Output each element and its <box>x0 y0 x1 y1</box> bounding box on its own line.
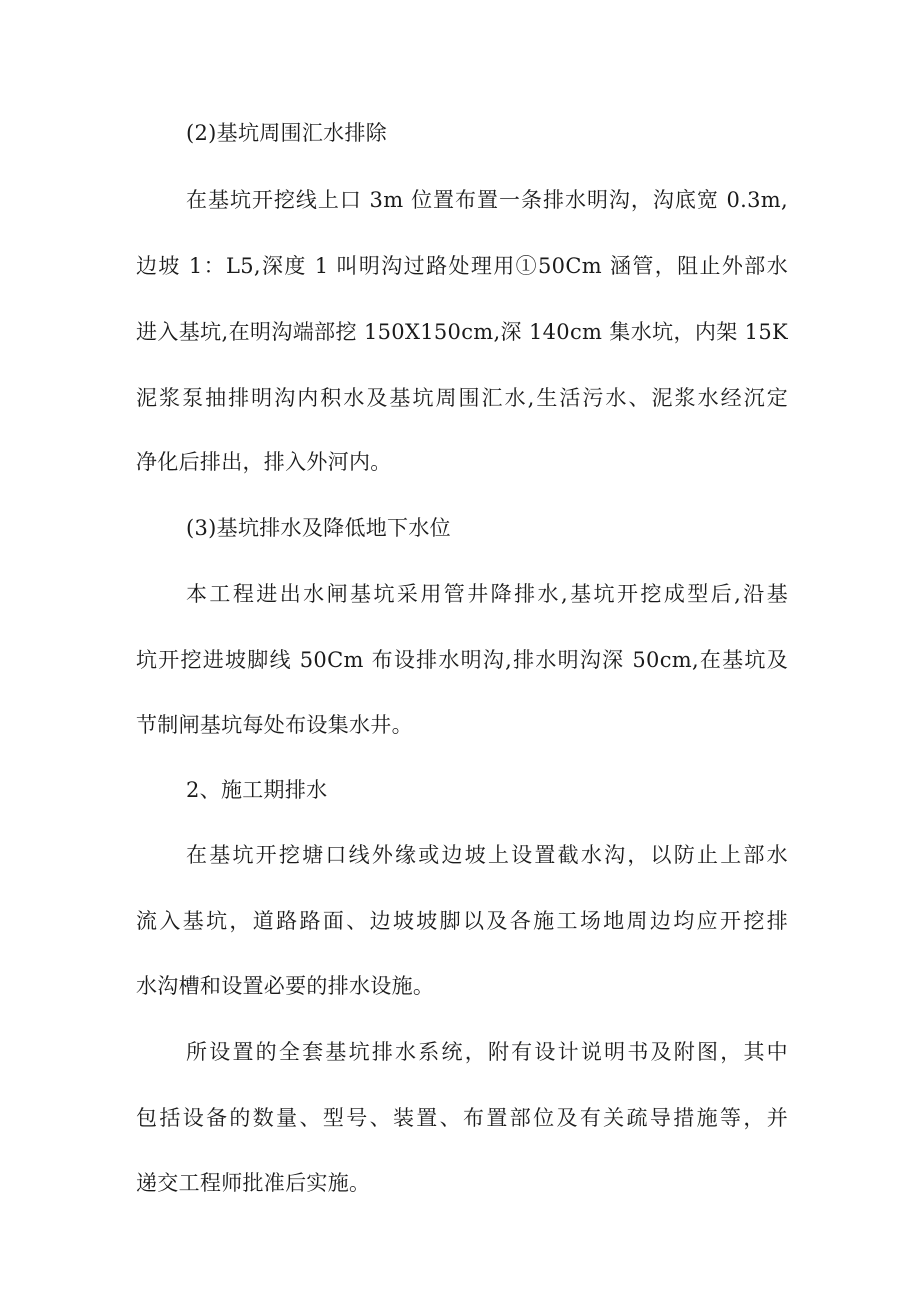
paragraph-line: 净化后排出，排入外河内。 <box>136 450 392 474</box>
paragraph-line: 本工程进出水闸基坑采用管井降排水,基坑开挖成型后,沿基 <box>186 582 788 606</box>
paragraph-line: 泥浆泵抽排明沟内积水及基坑周围汇水,生活污水、泥浆水经沉定 <box>136 386 788 410</box>
heading-foundation-pit-drainage: (2)基坑周围汇水排除 <box>186 121 388 145</box>
paragraph-line: 包括设备的数量、型号、装置、布置部位及有关疏导措施等，并 <box>136 1106 788 1130</box>
section-construction-drainage: 2、施工期排水 <box>186 778 328 802</box>
paragraph-line: 边坡 1：L5,深度 1 叫明沟过路处理用①50Cm 涵管，阻止外部水 <box>136 254 788 278</box>
paragraph-line: 水沟槽和设置必要的排水设施。 <box>136 974 435 998</box>
paragraph-line: 进入基坑,在明沟端部挖 150X150cm,深 140cm 集水坑，内架 15K <box>136 320 788 344</box>
paragraph-line: 流入基坑，道路路面、边坡坡脚以及各施工场地周边均应开挖排 <box>136 909 788 933</box>
paragraph-line: 递交工程师批准后实施。 <box>136 1171 371 1195</box>
paragraph-line: 在基坑开挖塘口线外缘或边坡上设置截水沟，以防止上部水 <box>186 843 788 867</box>
paragraph-line: 在基坑开挖线上口 3m 位置布置一条排水明沟，沟底宽 0.3m, <box>186 188 788 212</box>
paragraph-line: 坑开挖进坡脚线 50Cm 布设排水明沟,排水明沟深 50cm,在基坑及 <box>136 648 788 672</box>
heading-dewatering: (3)基坑排水及降低地下水位 <box>186 516 451 540</box>
paragraph-line: 节制闸基坑每处布设集水井。 <box>136 713 413 737</box>
paragraph-line: 所设置的全套基坑排水系统，附有设计说明书及附图，其中 <box>186 1040 788 1064</box>
